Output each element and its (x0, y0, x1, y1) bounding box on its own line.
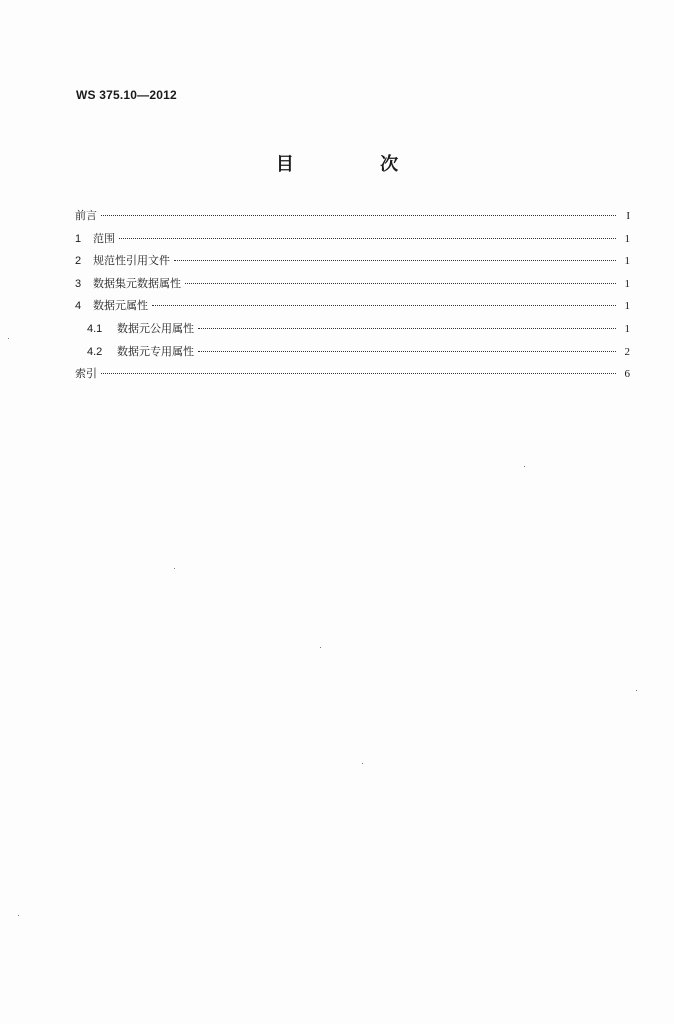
toc-entry-number: 3 (75, 277, 82, 290)
toc-entry-specific-attributes[interactable] (75, 343, 630, 366)
toc-entry-label: 索引 (75, 367, 97, 381)
toc-entry-page: 1 (624, 255, 630, 268)
toc-entry-foreword[interactable] (75, 207, 630, 230)
toc-entry-label: 前言 (75, 209, 97, 222)
toc-leader-dots (198, 328, 616, 329)
toc-entry-dataset-metadata-attributes[interactable] (75, 275, 630, 298)
toc-leader-dots (185, 283, 616, 284)
toc-entry-number: 1 (75, 232, 82, 245)
scan-speck (320, 647, 321, 648)
toc-entry-label: 规范性引用文件 (93, 254, 170, 268)
toc-entry-page: 1 (624, 322, 630, 335)
toc-leader-dots (152, 305, 616, 306)
toc-leader-dots (101, 215, 616, 216)
toc-entry-page: I (626, 210, 630, 222)
scan-speck (362, 763, 363, 764)
toc-entry-label: 数据元专用属性 (117, 344, 194, 358)
toc-entry-index[interactable] (75, 365, 630, 388)
toc-entry-page: 1 (624, 232, 630, 245)
table-of-contents (75, 207, 630, 388)
scan-speck (636, 690, 637, 691)
toc-leader-dots (174, 260, 616, 261)
toc-entry-page: 2 (624, 345, 630, 358)
toc-leader-dots (101, 373, 616, 374)
toc-title: 目 次 (275, 154, 439, 175)
toc-entry-common-attributes[interactable] (75, 320, 630, 343)
toc-entry-page: 1 (624, 300, 630, 313)
toc-entry-label: 数据集元数据属性 (93, 276, 181, 290)
standard-code: WS 375.10—2012 (76, 88, 177, 102)
toc-entry-data-element-attributes[interactable] (75, 297, 630, 320)
toc-entry-normative-references[interactable] (75, 252, 630, 275)
scan-speck (18, 915, 19, 916)
toc-leader-dots (119, 238, 616, 239)
toc-entry-number: 4.2 (87, 345, 103, 358)
toc-entry-label: 数据元属性 (93, 299, 148, 313)
toc-entry-page: 6 (624, 368, 630, 381)
toc-entry-label: 数据元公用属性 (117, 321, 194, 335)
toc-entry-label: 范围 (93, 231, 115, 245)
toc-entry-number: 2 (75, 255, 82, 268)
toc-entry-number: 4.1 (87, 322, 103, 335)
toc-entry-page: 1 (624, 277, 630, 290)
scan-speck (174, 568, 175, 569)
scan-speck (524, 466, 525, 467)
toc-entry-number: 4 (75, 300, 82, 313)
toc-entry-scope[interactable] (75, 230, 630, 253)
toc-leader-dots (198, 351, 616, 352)
scan-speck (8, 338, 9, 339)
